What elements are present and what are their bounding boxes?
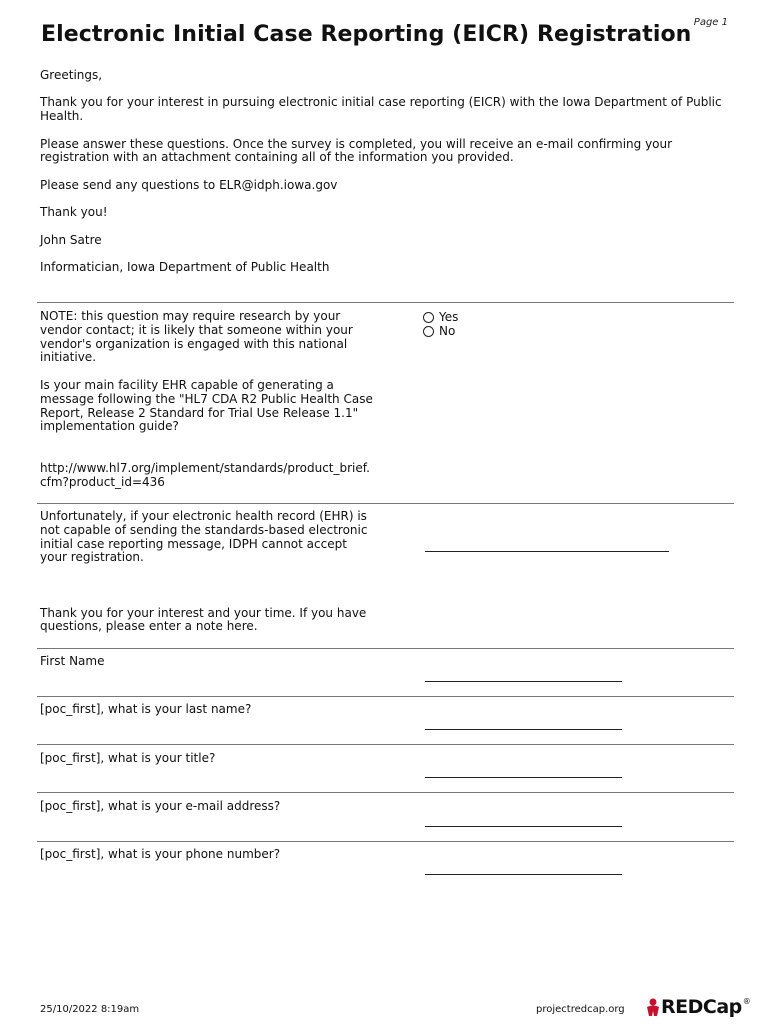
first-name-input-line[interactable] (425, 681, 622, 682)
radio-label-no: No (439, 324, 456, 338)
question-text: Is your main facility EHR capable of generating a message following the "HL7 CDA R2 Public Health Case Report, Release 2 Standard for Trial Use Release 1.1" implementation guide? (40, 377, 373, 434)
section-divider (37, 648, 734, 649)
intro-paragraph-1: Thank you for your interest in pursuing electronic initial case reporting (EICR) with the Iowa Department of Public Health. (40, 95, 722, 124)
radio-option-no[interactable] (423, 324, 455, 338)
section-divider (37, 792, 734, 793)
question-last-name: [poc_first], what is your last name? (40, 702, 252, 716)
section-divider (37, 302, 734, 303)
section-divider (37, 841, 734, 842)
section-divider (37, 744, 734, 745)
question-text: Unfortunately, if your electronic health record (EHR) is not capable of sending the standards-based electronic initial case reporting message, IDPH cannot accept your registration. (40, 509, 368, 565)
radio-circle-icon[interactable] (423, 312, 434, 323)
email-input-line[interactable] (425, 826, 622, 827)
radio-option-yes[interactable] (423, 310, 458, 324)
intro-author-title: Informatician, Iowa Department of Public Health (40, 259, 330, 274)
intro-paragraph-2: Please answer these questions. Once the survey is completed, you will receive an e-mail confirming your registration with an attachment containing all of the information you provided. (40, 136, 673, 165)
section-divider (37, 503, 734, 504)
question-ehr-capability (40, 310, 375, 489)
question-text-2: Thank you for your interest and your time. If you have questions, please enter a note here. (40, 605, 367, 634)
title-input-line[interactable] (425, 777, 622, 778)
section-divider (37, 696, 734, 697)
registered-mark: ® (742, 996, 751, 1006)
question-notes (40, 510, 370, 634)
footer-url: projectredcap.org (536, 1004, 625, 1015)
greeting: Greetings, (40, 68, 103, 82)
question-title: [poc_first], what is your title? (40, 751, 216, 765)
question-link: http://www.hl7.org/implement/standards/product_brief.cfm?product_id=436 (40, 460, 370, 489)
intro-text (40, 69, 732, 288)
radio-label-yes: Yes (439, 310, 459, 324)
radio-circle-icon[interactable] (423, 326, 434, 337)
logo-text: REDCap (661, 996, 742, 1018)
page-number: Page 1 (693, 17, 728, 28)
redcap-logo (646, 996, 750, 1018)
intro-author-name: John Satre (40, 232, 102, 247)
notes-input-line[interactable] (425, 551, 669, 552)
page-title: Electronic Initial Case Reporting (EICR) Registration (41, 22, 692, 47)
intro-thanks: Thank you! (40, 205, 108, 220)
question-note: NOTE: this question may require research by your vendor contact; it is likely that someone within your vendor's organization is engaged with this national initiative. (40, 309, 353, 365)
last-name-input-line[interactable] (425, 729, 622, 730)
question-email: [poc_first], what is your e-mail address? (40, 799, 281, 813)
question-first-name: First Name (40, 654, 105, 668)
redcap-figure-icon (646, 998, 660, 1016)
question-phone: [poc_first], what is your phone number? (40, 847, 281, 861)
phone-input-line[interactable] (425, 874, 622, 875)
footer-datetime: 25/10/2022 8:19am (40, 1004, 140, 1015)
intro-paragraph-3: Please send any questions to ELR@idph.iowa.gov (40, 177, 338, 192)
